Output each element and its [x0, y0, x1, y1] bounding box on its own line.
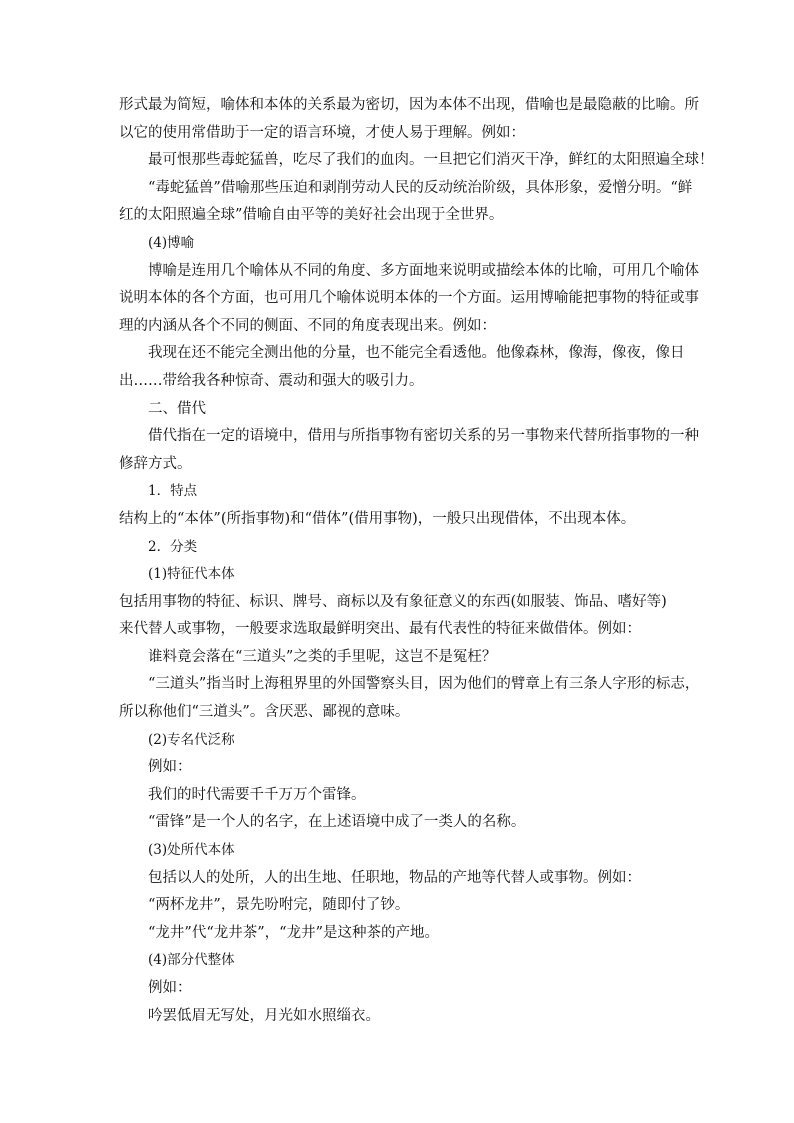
subsection-heading: 1．特点 [148, 483, 198, 500]
paragraph-line: 结构上的“本体”(所指事物)和“借体”(借用事物)，一般只出现借体，不出现本体。 [119, 510, 636, 527]
paragraph-line: “龙井”代“龙井茶”，“龙井”是这种茶的产地。 [148, 924, 439, 941]
paragraph-line: “毒蛇猛兽”借喻那些压迫和剥削劳动人民的反动统治阶级，具体形象，爱憎分明。“鲜 [148, 179, 693, 196]
example-line: 吟罢低眉无写处，月光如水照缁衣。 [148, 1007, 380, 1024]
paragraph-line: 例如： [148, 759, 192, 776]
paragraph-line: 例如： [148, 980, 192, 996]
example-line: “两杯龙井”，景先吩咐完，随即付了钞。 [148, 897, 410, 914]
paragraph-line: 包括以人的处所，人的出生地、任职地，物品的产地等代替人或事物。例如： [148, 869, 641, 886]
paragraph-line: 来代替人或事物，一般要求选取最鲜明突出、最有代表性的特征来做借体。例如： [119, 621, 641, 638]
subsection-heading: (3)处所代本体 [148, 842, 235, 859]
paragraph-line: “雷锋”是一个人的名字，在上述语境中成了一类人的名称。 [148, 814, 526, 831]
subsection-heading: (2)专名代泛称 [148, 731, 235, 748]
document-page [119, 92, 714, 1030]
paragraph-line: 红的太阳照遍全球”借喻自由平等的美好社会出现于全世界。 [119, 207, 504, 224]
paragraph-line: “三道头”指当时上海租界里的外国警察头目，因为他们的臂章上有三条人字形的标志， [148, 676, 700, 693]
example-line: 谁料竟会落在“三道头”之类的手里呢，这岂不是冤枉？ [148, 648, 497, 665]
example-line: 我们的时代需要千千万万个雷锋。 [148, 786, 366, 803]
paragraph-line: 博喻是连用几个喻体从不同的角度、多方面地来说明或描绘本体的比喻，可用几个喻体 [148, 262, 699, 279]
subsection-heading: (4)部分代整体 [148, 952, 235, 969]
paragraph-line: 以它的使用常借助于一定的语言环境，才使人易于理解。例如： [119, 124, 525, 141]
paragraph-line: 包括用事物的特征、标识、牌号、商标以及有象征意义的东西(如服装、饰品、嗜好等) [119, 593, 667, 610]
example-line: 出……带给我各种惊奇、震动和强大的吸引力。 [119, 372, 424, 389]
paragraph-line: 理的内涵从各个不同的侧面、不同的角度表现出来。例如： [119, 317, 496, 334]
subsection-heading: 2．分类 [148, 538, 198, 555]
subsection-heading: (4)博喻 [148, 234, 195, 251]
paragraph-line: 说明本体的各个方面，也可用几个喻体说明本体的一个方面。运用博喻能把事物的特征或事 [119, 290, 699, 307]
example-line: 最可恨那些毒蛇猛兽，吃尽了我们的血肉。一旦把它们消灭干净，鲜红的太阳照遍全球！ [148, 152, 714, 169]
paragraph-line: 形式最为简短，喻体和本体的关系最为密切，因为本体不出现，借喻也是最隐蔽的比喻。所 [119, 97, 699, 113]
example-line: 我现在还不能完全测出他的分量，也不能完全看透他。他像森林，像海，像夜，像日 [148, 345, 685, 362]
paragraph-line: 修辞方式。 [119, 455, 192, 472]
paragraph-line: 所以称他们“三道头”。含厌恶、鄙视的意味。 [119, 704, 410, 721]
paragraph-line: 借代指在一定的语境中，借用与所指事物有密切关系的另一事物来代替所指事物的一种 [148, 428, 699, 445]
section-heading: 二、借代 [148, 400, 206, 417]
subsection-heading: (1)特征代本体 [148, 566, 235, 583]
